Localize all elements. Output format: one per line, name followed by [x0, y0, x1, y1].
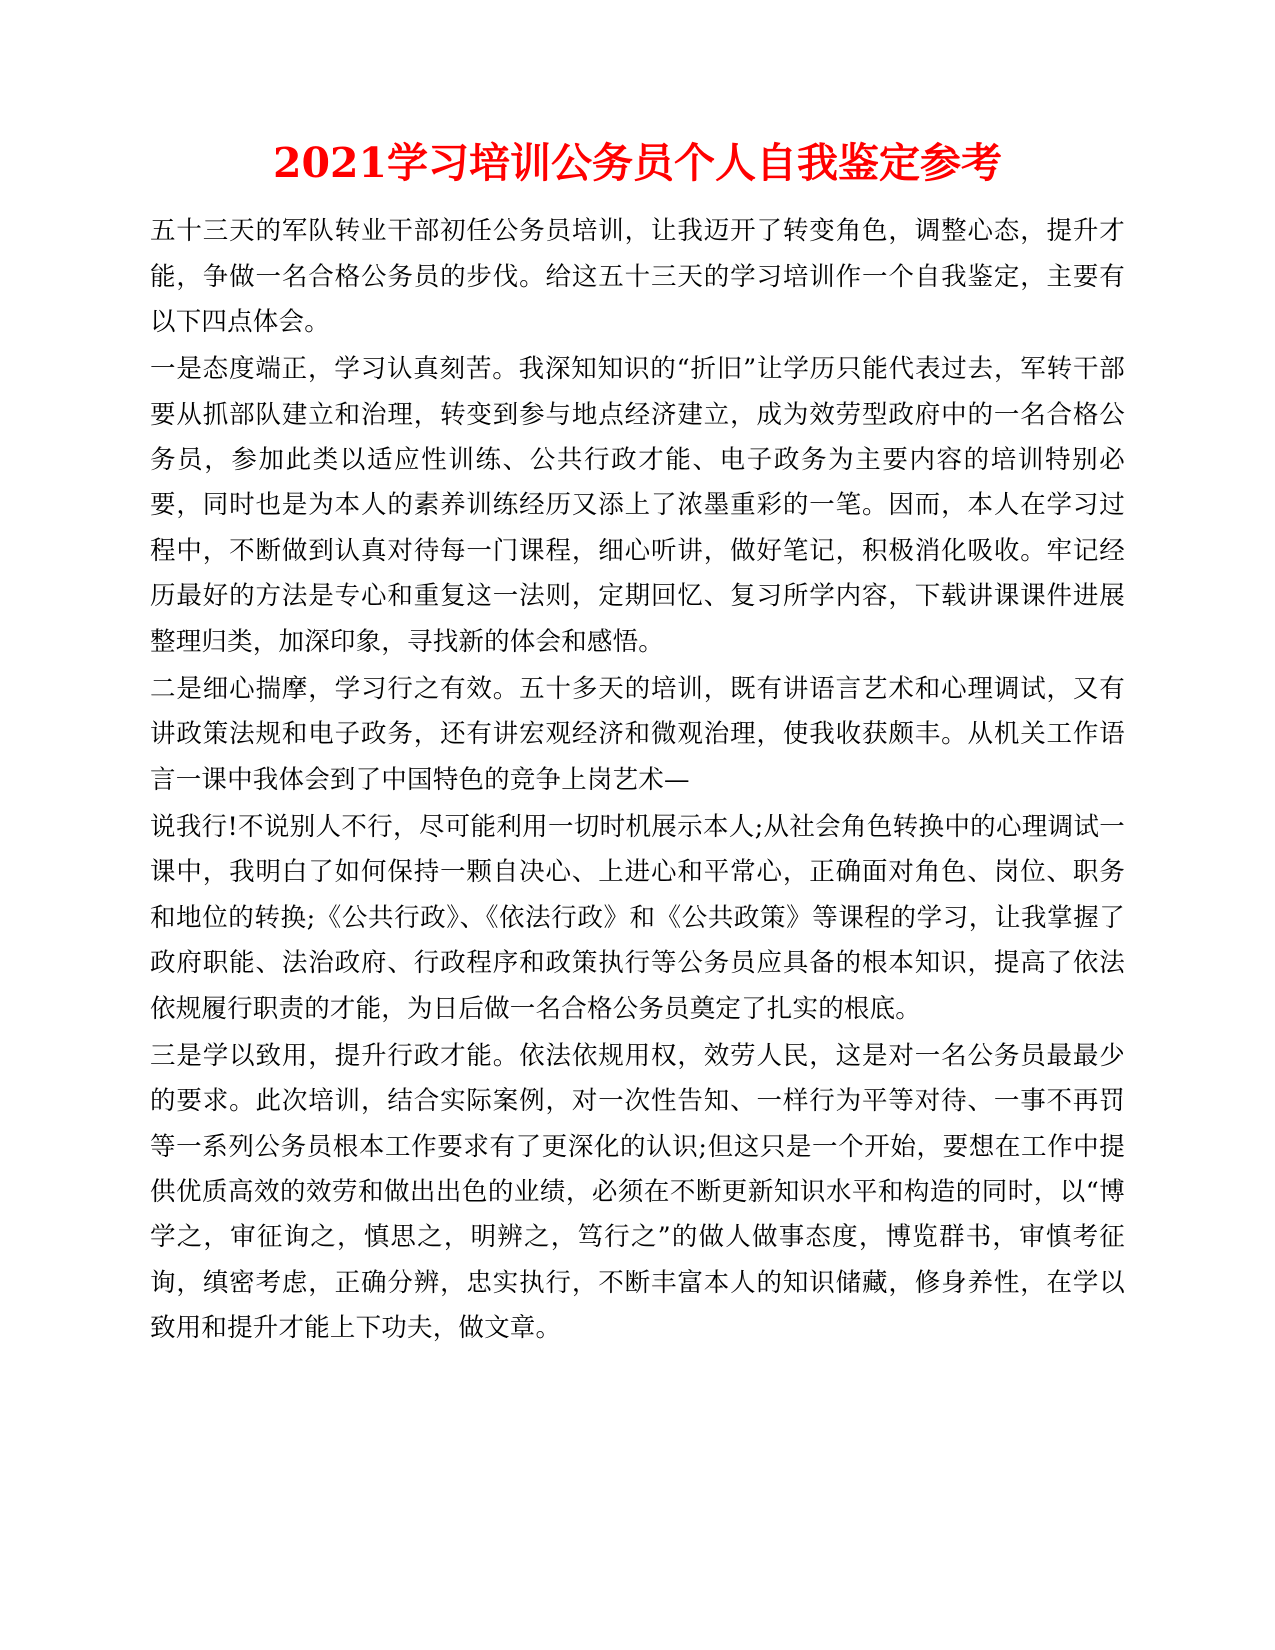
paragraph: 二是细心揣摩，学习行之有效。五十多天的培训，既有讲语言艺术和心理调试，又有讲政策法规和电子政务，还有讲宏观经济和微观治理，使我收获颇丰。从机关工作语言一课中我体会到了中国特色的竞争上岗艺术— [150, 673, 1125, 795]
paragraph: 五十三天的军队转业干部初任公务员培训，让我迈开了转变角色，调整心态，提升才能，争做一名合格公务员的步伐。给这五十三天的学习培训作一个自我鉴定，主要有以下四点体会。 [150, 216, 1125, 337]
paragraph: 一是态度端正，学习认真刻苦。我深知知识的“折旧”让学历只能代表过去，军转干部要从抓部队建立和治理，转变到参与地点经济建立，成为效劳型政府中的一名合格公务员，参加此类以适应性训练、公共行政才能、电子政务为主要内容的培训特别必要，同时也是为本人的素养训练经历又添上了浓墨重彩的一笔。因而，本人在学习过程中，不断做到认真对待每一门课程，细心听讲，做好笔记，积极消化吸收。牢记经历最好的方法是专心和重复这一法则，定期回忆、复习所学内容，下载讲课课件进展整理归类，加深印象，寻找新的体会和感悟。 [150, 354, 1125, 657]
paragraph: 说我行!不说别人不行，尽可能利用一切时机展示本人;从社会角色转换中的心理调试一课中，我明白了如何保持一颗自决心、上进心和平常心，正确面对角色、岗位、职务和地位的转换;《公共行政》、《依法行政》和《公共政策》等课程的学习，让我掌握了政府职能、法治政府、行政程序和政策执行等公务员应具备的根本知识，提高了依法依规履行职责的才能，为日后做一名合格公务员奠定了扎实的根底。 [150, 812, 1125, 1024]
page-title: 2021学习培训公务员个人自我鉴定参考 [272, 139, 1003, 187]
paragraph: 三是学以致用，提升行政才能。依法依规用权，效劳人民，这是对一名公务员最最少的要求。此次培训，结合实际案例，对一次性告知、一样行为平等对待、一事不再罚等一系列公务员根本工作要求有了更深化的认识;但这只是一个开始，要想在工作中提供优质高效的效劳和做出出色的业绩，必须在不断更新知识水平和构造的同时，以“博学之，审征询之，慎思之，明辨之，笃行之”的做人做事态度，博览群书，审慎考征询，缜密考虑，正确分辨，忠实执行，不断丰富本人的知识储藏，修身养性，在学以致用和提升才能上下功夫，做文章。 [150, 1040, 1125, 1344]
document-body [150, 209, 1125, 1351]
